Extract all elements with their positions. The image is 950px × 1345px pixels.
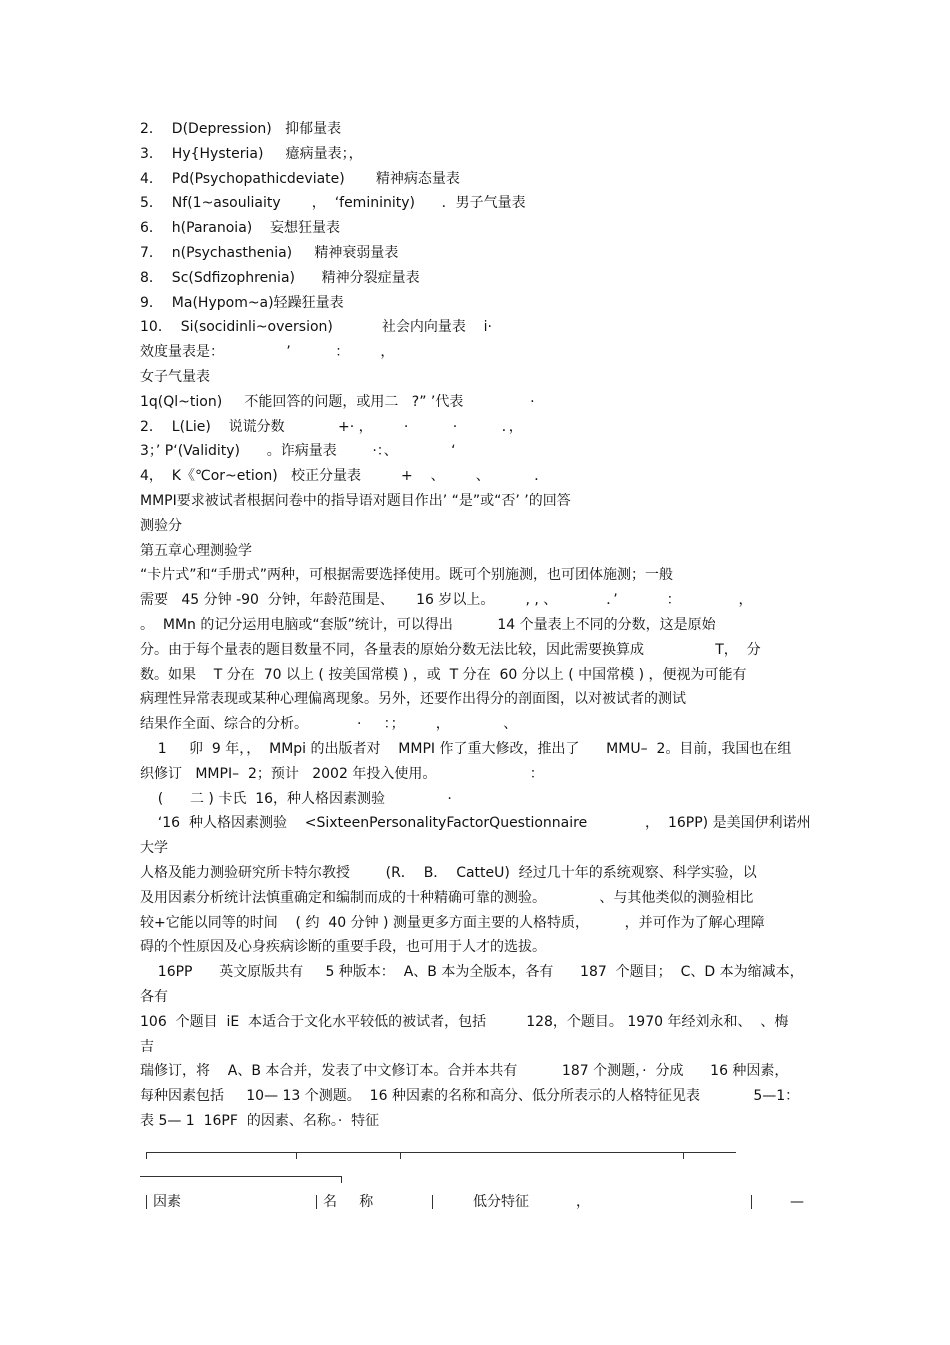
text-line: ‘16 种人格因素测验 <SixteenPersonalityFactorQuestionnaire ， 16PP) 是美国伊利诺州 — [140, 815, 811, 832]
text-line: 4． Pd(Psychopathicdeviate) 精神病态量表 — [140, 170, 460, 187]
text-line: 6． h(Paranoia) 妄想狂量表 — [140, 220, 341, 237]
text-line: 瑞修订，将 A、B 本合并，发表了中文修订本。合并本共有 187 个测题，· 分成 16 种因素， — [140, 1063, 789, 1080]
text-line: 效度量表是： ’ ： ， — [140, 344, 395, 361]
text-line: ( 二 ) 卡氏 16，种人格因素测验 · — [140, 790, 452, 807]
text-line: “卡片式”和“手册式”两种，可根据需要选择使用。既可个别施测，也可团体施测；一般 — [140, 567, 674, 584]
text-line: 5． Nf(1~asouliaity ， ‘femininity) ．男子气量表 — [140, 195, 526, 212]
text-line: 织修订 MMPI– 2；预计 2002 年投入使用。 ： — [140, 765, 544, 782]
table-header-name: 名 称 — [323, 1194, 374, 1210]
table-col-divider — [432, 1195, 433, 1209]
text-line: 16PP 英文原版共有 5 种版本： A、B 本为全版本，各有 187 个题目； C、D 本为缩减本， — [140, 964, 804, 981]
table-second-rule — [140, 1176, 342, 1177]
table-header-low-trait: 低分特征 — [473, 1194, 529, 1210]
table-col-divider — [316, 1195, 317, 1209]
text-line: 各有 — [140, 989, 168, 1005]
table-tick — [683, 1152, 684, 1159]
text-line: 2． D(Depression) 抑郁量表 — [140, 121, 342, 137]
text-line: 1 卯 9 年，， MMpi 的出版者对 MMPI 作了重大修改，推出了 MMU– 2。目前，我国也在组 — [140, 741, 792, 757]
text-line: 数。如果 T 分在 70 以上 ( 按美国常模 ) ，或 T 分在 60 分以上 ( 中国常模 ) ，便视为可能有 — [140, 666, 747, 683]
text-line: 需要 45 分钟 -90 分钟，年龄范围是、 16 岁以上。 , , 、 ．’ ： ， — [140, 592, 753, 609]
text-line: 10． Si(socidinli~oversion) 社会内向量表 i· — [140, 319, 492, 336]
text-line: MMPI要求被试者根据问卷中的指导语对题目作出’ “是”或“否’ ’的回答 — [140, 493, 571, 509]
text-line: 大学 — [140, 840, 168, 857]
text-line: 较+它能以同等的时间 ( 约 40 分钟 ) 测量更多方面主要的人格特质， ，并可作为了解心理障 — [140, 914, 765, 931]
text-line: 碍的个性原因及心身疾病诊断的重要手段，也可用于人才的选拔。 — [140, 939, 546, 956]
text-line: 3． Hy{Hysteria) 癔病量表；， — [140, 145, 363, 162]
text-line: 表 5— 1 16PF 的因素、名称。· 特征 — [140, 1113, 380, 1129]
text-line: 4， K《℃or~etion) 校正分量表 + 、 、 ． — [140, 468, 549, 485]
table-header-factor: 因素 — [153, 1194, 181, 1210]
table-col-divider — [751, 1195, 752, 1209]
text-line: 吉 — [140, 1038, 154, 1055]
text-line: 9． Ma(Hypom~a)轻躁狂量表 — [140, 294, 344, 311]
text-line: 1q(Ql~tion) 不能回答的问题，或用二 ?” ’代表 · — [140, 393, 535, 410]
table-tick — [146, 1152, 147, 1159]
text-line: 106 个题目 iE 本适合于文化水平较低的被试者，包括 128，个题目。 1970 年经刘永和、 、梅 — [140, 1013, 789, 1030]
text-line: 及用因素分析统计法慎重确定和编制而成的十种精确可靠的测验。 、与其他类似的测验相比 — [140, 889, 754, 906]
text-line: 2． L(Lie) 说谎分数 +· ， · · ．， — [140, 418, 523, 435]
text-line: 3；’ P‘(Validity) 。诈病量表 ·：、 ‘ — [140, 443, 456, 460]
table-header-comma: ， — [576, 1194, 590, 1210]
table-top-rule — [146, 1152, 736, 1153]
text-line: 测验分 — [140, 517, 182, 534]
text-line: 。 MMn 的记分运用电脑或“套版”统计，可以得出 14 个量表上不同的分数，这是原始 — [140, 617, 716, 633]
text-line: 女子气量表 — [140, 369, 210, 385]
text-line: 病理性异常表现或某种心理偏离现象。另外，还要作出得分的剖面图，以对被试者的测试 — [140, 691, 686, 708]
table-tick — [296, 1152, 297, 1159]
text-line: 第五章心理测验学 — [140, 542, 252, 559]
text-line: 每种因素包括 10— 13 个测题。 16 种因素的名称和高分、低分所表示的人格特征见表 5—1： — [140, 1088, 800, 1105]
table-col-divider — [146, 1195, 147, 1209]
text-line: 分。由于每个量表的题目数量不同，各量表的原始分数无法比较，因此需要换算成 T， 分 — [140, 641, 761, 658]
table-tick — [400, 1152, 401, 1159]
text-line: 8． Sc(Sdfizophrenia) 精神分裂症量表 — [140, 269, 420, 286]
text-line: 7． n(Psychasthenia) 精神衰弱量表 — [140, 245, 399, 261]
table-header-dash: — — [790, 1194, 804, 1210]
text-line: 结果作全面、综合的分析。 · ：； ， 、 — [140, 716, 518, 733]
text-line: 人格及能力测验研究所卡特尔教授 (R． B． CatteU) 经过几十年的系统观察、科学实验，以 — [140, 865, 757, 881]
table-tick — [341, 1176, 342, 1183]
